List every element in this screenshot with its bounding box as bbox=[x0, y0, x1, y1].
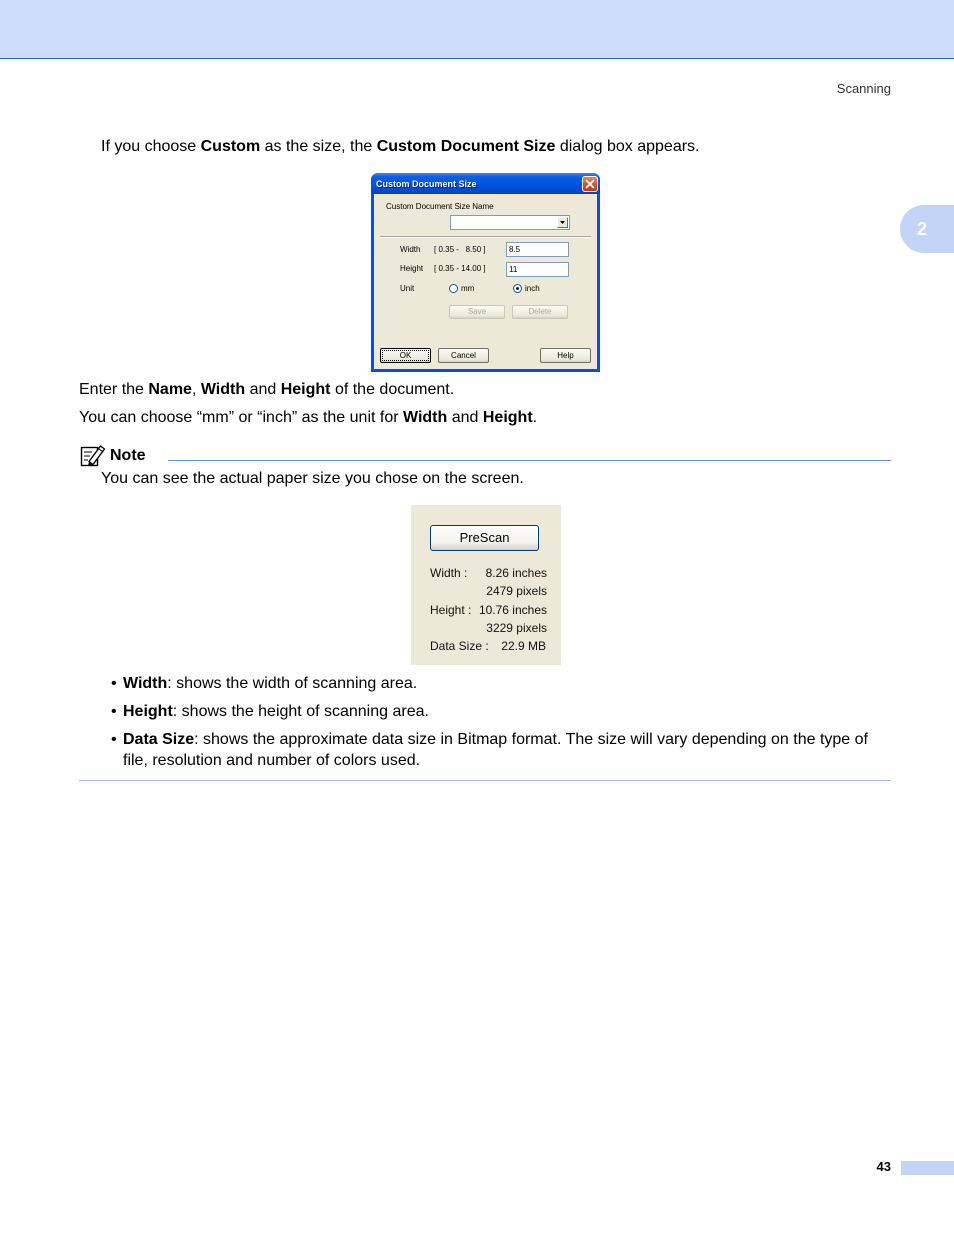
footer-bar bbox=[901, 1161, 954, 1175]
note-rule bbox=[168, 460, 891, 461]
dialog-title-bar[interactable] bbox=[371, 173, 600, 194]
unit-option-mm-label[interactable]: mm bbox=[461, 284, 475, 293]
bullet-item-width bbox=[123, 673, 417, 694]
section-title: Scanning bbox=[836, 81, 891, 96]
bullet-description: : shows the width of scanning area. bbox=[167, 675, 418, 692]
unit-text-2: and bbox=[447, 409, 483, 426]
intro-paragraph bbox=[101, 137, 700, 157]
chevron-down-icon bbox=[560, 221, 565, 224]
intro-text-3: dialog box appears. bbox=[555, 138, 700, 155]
width-input[interactable]: 8.5 bbox=[506, 242, 569, 257]
unit-label: Unit bbox=[400, 284, 415, 293]
enter-text-3: and bbox=[245, 381, 281, 398]
bullet-term: Width bbox=[123, 675, 168, 692]
unit-bold-width: Width bbox=[403, 409, 448, 426]
cancel-button[interactable]: Cancel bbox=[438, 348, 489, 363]
unit-text-3: . bbox=[532, 409, 538, 426]
height-label: Height bbox=[400, 264, 424, 273]
bullet-term: Data Size bbox=[123, 731, 195, 748]
help-button[interactable]: Help bbox=[540, 348, 591, 363]
unit-bold-height: Height bbox=[482, 409, 533, 426]
size-name-label: Custom Document Size Name bbox=[386, 202, 494, 211]
header-band bbox=[0, 0, 954, 59]
width-label: Width bbox=[400, 245, 421, 254]
ok-button[interactable]: OK bbox=[380, 348, 431, 363]
prescan-height-pixels: 3229 pixels bbox=[486, 621, 547, 635]
enter-text-2: , bbox=[191, 381, 201, 398]
note-icon bbox=[80, 443, 106, 467]
prescan-width-label: Width : bbox=[430, 566, 468, 580]
section-end-rule bbox=[79, 780, 891, 781]
bullet-item-data-size bbox=[123, 729, 893, 771]
save-button[interactable]: Save bbox=[449, 305, 505, 319]
bullet-description: : shows the height of scanning area. bbox=[172, 703, 429, 720]
intro-bold-dialog-name: Custom Document Size bbox=[376, 138, 556, 155]
prescan-data-size-value: 22.9 MB bbox=[501, 639, 546, 653]
intro-text-2: as the size, the bbox=[260, 138, 377, 155]
intro-bold-custom: Custom bbox=[200, 138, 261, 155]
delete-button[interactable]: Delete bbox=[512, 305, 568, 319]
enter-bold-height: Height bbox=[280, 381, 331, 398]
page-number: 43 bbox=[876, 1159, 891, 1174]
prescan-height-label: Height : bbox=[430, 603, 472, 617]
enter-bold-name: Name bbox=[148, 381, 192, 398]
enter-fields-paragraph bbox=[79, 380, 454, 400]
prescan-width-inches: 8.26 inches bbox=[485, 566, 547, 580]
bullet-term: Height bbox=[123, 703, 173, 720]
unit-option-inch-label[interactable]: inch bbox=[525, 284, 540, 293]
prescan-width-pixels: 2479 pixels bbox=[486, 584, 547, 598]
chapter-number: 2 bbox=[917, 219, 928, 239]
close-button[interactable] bbox=[582, 176, 598, 192]
enter-text-1: Enter the bbox=[79, 381, 149, 398]
unit-choice-paragraph bbox=[79, 408, 537, 428]
unit-text-1: You can choose “mm” or “inch” as the unit for bbox=[79, 409, 403, 426]
prescan-button[interactable]: PreScan bbox=[430, 525, 539, 551]
height-range: [ 0.35 - 14.00 ] bbox=[434, 264, 486, 273]
enter-text-4: of the document. bbox=[330, 381, 455, 398]
width-range: [ 0.35 - 8.50 ] bbox=[434, 245, 486, 254]
size-name-dropdown[interactable] bbox=[450, 215, 570, 230]
chapter-tab[interactable] bbox=[900, 205, 954, 253]
unit-radio-mm[interactable] bbox=[449, 284, 458, 293]
custom-document-size-dialog bbox=[371, 173, 600, 372]
prescan-height-inches: 10.76 inches bbox=[478, 603, 547, 617]
note-text: You can see the actual paper size you chose on the screen. bbox=[101, 470, 524, 487]
unit-radio-inch[interactable] bbox=[513, 284, 522, 293]
bullet-description: : shows the approximate data size in Bitmap format. The size will vary depending on the type of file, resolution and number of colors used. bbox=[123, 731, 868, 769]
height-input[interactable]: 11 bbox=[506, 262, 569, 277]
dialog-separator bbox=[380, 236, 591, 238]
prescan-panel bbox=[411, 505, 561, 665]
prescan-data-size-label: Data Size : bbox=[430, 639, 489, 653]
enter-bold-width: Width bbox=[200, 381, 246, 398]
dropdown-button[interactable] bbox=[557, 217, 568, 228]
intro-text-1: If you choose bbox=[101, 138, 201, 155]
dialog-title: Custom Document Size bbox=[376, 179, 477, 189]
note-label: Note bbox=[110, 447, 146, 464]
bullet-item-height bbox=[123, 701, 429, 722]
close-icon bbox=[585, 179, 595, 189]
